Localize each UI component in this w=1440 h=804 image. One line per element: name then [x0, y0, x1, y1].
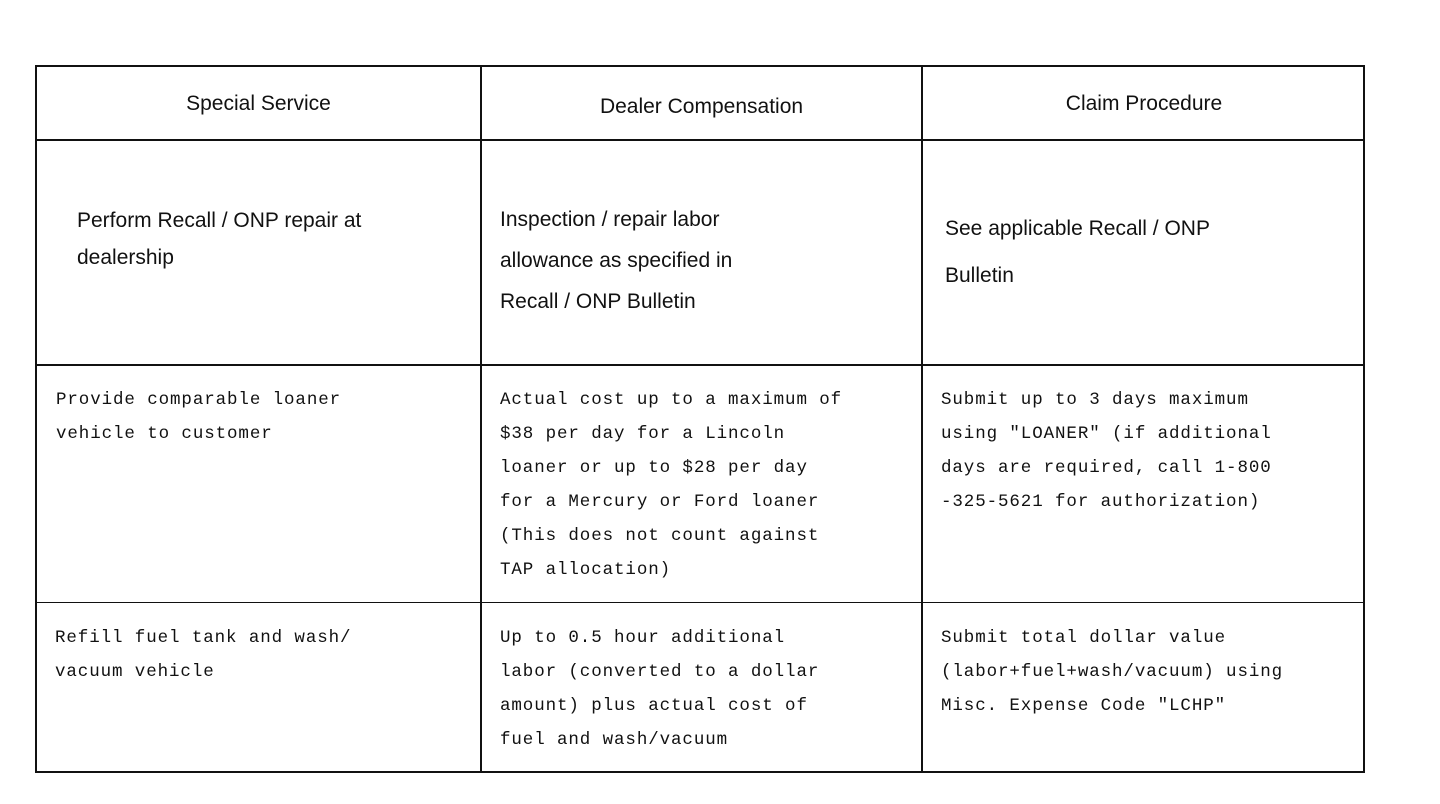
header-dealer-compensation: Dealer Compensation — [599, 95, 804, 118]
header-special-service: Special Service — [186, 92, 331, 115]
header-divider — [37, 139, 1363, 141]
row2-compensation: Actual cost up to a maximum of $38 per day for a Lincoln loaner or up to $28 per day for a Mercury or Ford loaner (This does not count against TAP allocation) — [500, 390, 843, 580]
column-divider — [480, 67, 482, 771]
row-divider — [37, 602, 1363, 603]
row1-compensation: Inspection / repair labor allowance as specified in Recall / ONP Bulletin — [500, 208, 733, 313]
row3-service: Refill fuel tank and wash/ vacuum vehicle — [55, 628, 352, 682]
row2-claim: Submit up to 3 days maximum using "LOANER" (if additional days are required, call 1-800 -325-5621 for authorization) — [941, 390, 1272, 512]
row3-compensation: Up to 0.5 hour additional labor (converted to a dollar amount) plus actual cost of fuel and wash/vacuum — [500, 628, 820, 750]
row1-claim: See applicable Recall / ONP Bulletin — [945, 217, 1210, 287]
compensation-table — [35, 65, 1365, 773]
header-claim-procedure: Claim Procedure — [1065, 92, 1223, 115]
row-divider — [37, 364, 1363, 366]
row3-claim: Submit total dollar value (labor+fuel+wash/vacuum) using Misc. Expense Code "LCHP" — [941, 628, 1284, 716]
row2-service: Provide comparable loaner vehicle to customer — [56, 390, 342, 444]
row1-service: Perform Recall / ONP repair at dealership — [77, 209, 362, 269]
column-divider — [921, 67, 923, 771]
